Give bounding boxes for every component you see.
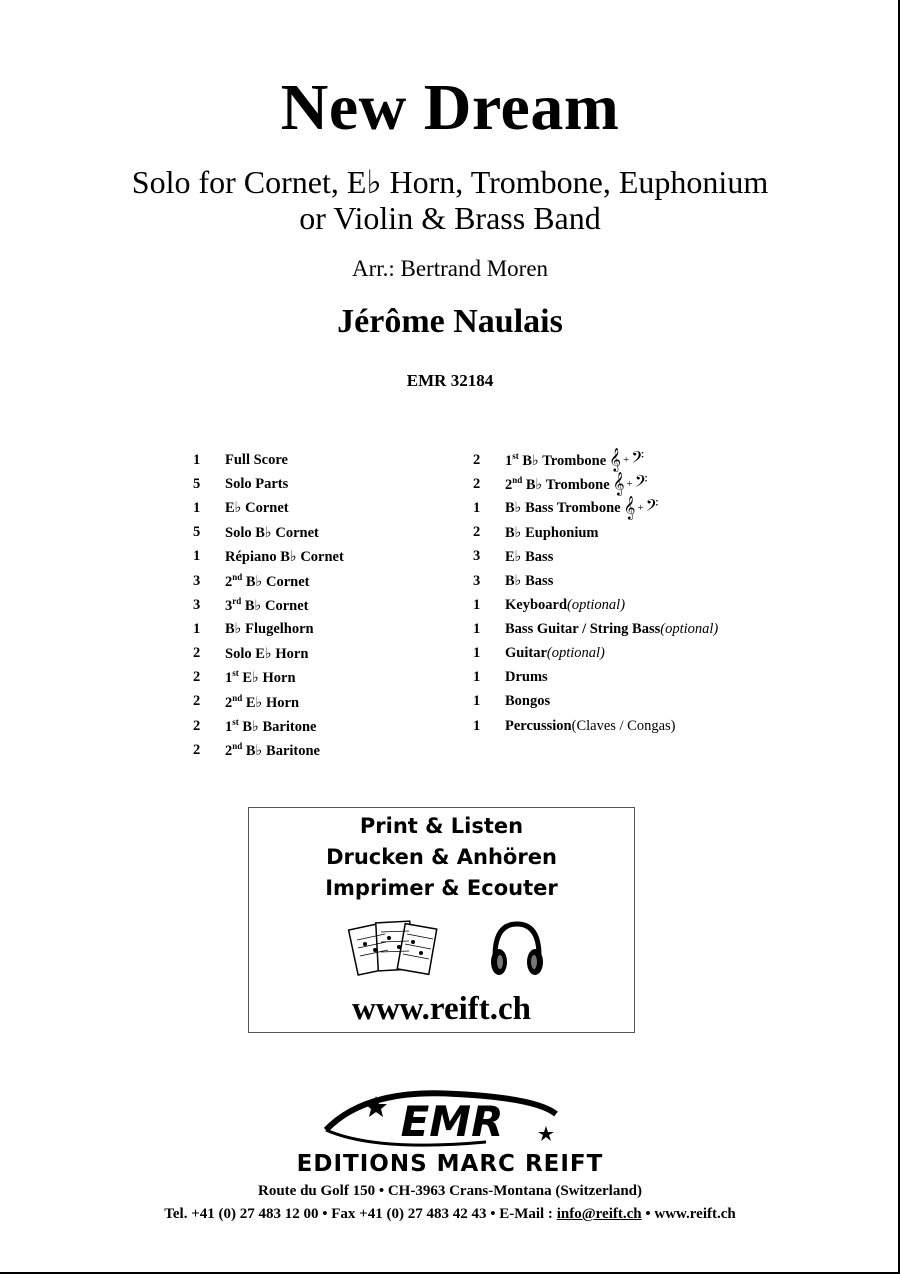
part-name: 1st B♭ Baritone xyxy=(225,716,317,735)
part-row xyxy=(473,521,718,545)
promo-website[interactable]: www.reift.ch xyxy=(351,991,532,1027)
part-row xyxy=(473,642,718,666)
part-row xyxy=(193,690,344,714)
part-row xyxy=(473,545,718,569)
catalog-number: EMR 32184 xyxy=(406,371,494,390)
part-quantity: 1 xyxy=(193,451,201,468)
part-quantity: 3 xyxy=(473,572,481,589)
part-quantity: 1 xyxy=(473,620,481,637)
clef-plus: + xyxy=(626,478,633,491)
promo-line-german: Drucken & Anhören xyxy=(326,845,557,869)
part-name: 1st E♭ Horn xyxy=(225,668,296,687)
part-row xyxy=(473,666,718,690)
part-quantity: 1 xyxy=(473,645,481,662)
sheet-music-icon xyxy=(347,916,439,982)
part-row xyxy=(193,642,344,666)
part-name: B♭ Euphonium xyxy=(505,524,599,541)
part-name: 2nd E♭ Horn xyxy=(225,692,300,711)
part-row xyxy=(193,593,344,617)
part-quantity: 2 xyxy=(193,645,201,662)
promo-line-french: Imprimer & Ecouter xyxy=(325,876,558,900)
clef-plus: + xyxy=(637,502,644,515)
part-quantity: 3 xyxy=(473,548,481,565)
part-row xyxy=(193,496,344,520)
subtitle-line-1: Solo for Cornet, E♭ Horn, Trombone, Euphonium xyxy=(131,164,769,200)
part-quantity: 2 xyxy=(193,693,201,710)
part-name: B♭ Bass xyxy=(505,573,554,590)
publisher-address: Route du Golf 150 • CH-3963 Crans-Montana (Switzerland) xyxy=(258,1183,642,1199)
part-row xyxy=(473,714,718,738)
treble-clef-icon: 𝄞 xyxy=(623,497,636,520)
part-row xyxy=(193,545,344,569)
part-detail: (Claves / Congas) xyxy=(571,717,676,734)
part-row xyxy=(193,738,344,762)
part-row xyxy=(473,496,718,520)
treble-clef-icon: 𝄞 xyxy=(612,473,625,496)
part-row xyxy=(473,569,718,593)
publisher-contact xyxy=(0,1206,900,1223)
clef-icons xyxy=(609,449,645,472)
part-quantity: 1 xyxy=(473,596,481,613)
part-name: B♭ Flugelhorn xyxy=(225,621,314,638)
part-name: Solo B♭ Cornet xyxy=(225,524,319,541)
arranger: Arr.: Bertrand Moren xyxy=(351,256,549,281)
part-row xyxy=(473,617,718,641)
part-row xyxy=(193,472,344,496)
part-quantity: 5 xyxy=(193,524,201,541)
part-quantity: 1 xyxy=(193,499,201,516)
part-name: E♭ Bass xyxy=(505,548,554,565)
part-row xyxy=(473,472,718,496)
part-row xyxy=(473,690,718,714)
part-optional-note: (optional) xyxy=(567,596,626,613)
part-name: Bongos xyxy=(505,693,551,710)
part-row xyxy=(193,448,344,472)
part-quantity: 1 xyxy=(193,548,201,565)
parts-list-right xyxy=(473,448,718,738)
bass-clef-icon: 𝄢 xyxy=(634,473,648,496)
promo-line-english: Print & Listen xyxy=(359,814,524,838)
part-name: B♭ Bass Trombone xyxy=(505,500,621,517)
part-name: Solo E♭ Horn xyxy=(225,645,309,662)
part-name: Répiano B♭ Cornet xyxy=(225,548,344,565)
part-name: Bass Guitar / String Bass xyxy=(505,620,661,637)
part-row xyxy=(193,714,344,738)
part-name: E♭ Cornet xyxy=(225,500,289,517)
part-optional-note: (optional) xyxy=(660,620,719,637)
emr-logo xyxy=(306,1090,596,1150)
headphones-icon xyxy=(487,918,547,980)
part-quantity: 1 xyxy=(473,499,481,516)
part-quantity: 2 xyxy=(193,741,201,758)
page-title: New Dream xyxy=(280,71,620,144)
print-listen-box xyxy=(248,807,635,1033)
part-name: 2nd B♭ Baritone xyxy=(225,740,320,759)
part-name: Guitar xyxy=(505,645,547,662)
part-quantity: 2 xyxy=(193,669,201,686)
logo-text: EMR xyxy=(400,1097,504,1146)
subtitle-line-2: or Violin & Brass Band xyxy=(299,200,601,236)
part-optional-note: (optional) xyxy=(546,645,605,662)
parts-list-left xyxy=(193,448,344,762)
publisher-name: EDITIONS MARC REIFT xyxy=(296,1151,604,1177)
part-quantity: 1 xyxy=(193,620,201,637)
part-quantity: 1 xyxy=(473,669,481,686)
part-name: Solo Parts xyxy=(225,475,289,492)
part-row xyxy=(193,521,344,545)
bass-clef-icon: 𝄢 xyxy=(631,449,645,472)
part-row xyxy=(193,617,344,641)
part-row xyxy=(473,593,718,617)
clef-icons xyxy=(623,497,659,520)
composer: Jérôme Naulais xyxy=(337,303,563,340)
contact-phone-fax: Tel. +41 (0) 27 483 12 00 • Fax +41 (0) 27 483 42 43 • E-Mail : xyxy=(164,1206,557,1222)
contact-website: • www.reift.ch xyxy=(641,1206,736,1222)
part-quantity: 2 xyxy=(473,475,481,492)
part-quantity: 1 xyxy=(473,693,481,710)
part-name: 2nd B♭ Cornet xyxy=(225,571,310,590)
part-quantity: 1 xyxy=(473,717,481,734)
part-name: Keyboard xyxy=(505,596,568,613)
treble-clef-icon: 𝄞 xyxy=(609,449,621,472)
contact-email-link[interactable]: info@reift.ch xyxy=(556,1206,642,1222)
part-row xyxy=(193,666,344,690)
part-quantity: 2 xyxy=(473,451,481,468)
clef-icons xyxy=(612,473,648,496)
part-name: Percussion xyxy=(505,717,572,734)
part-row xyxy=(193,569,344,593)
bass-clef-icon: 𝄢 xyxy=(645,497,659,520)
part-quantity: 3 xyxy=(193,596,201,613)
part-quantity: 2 xyxy=(193,717,201,734)
part-name: 3rd B♭ Cornet xyxy=(225,595,309,614)
part-quantity: 3 xyxy=(193,572,201,589)
part-row xyxy=(473,448,718,472)
part-name: Full Score xyxy=(225,451,288,468)
part-name: 2nd B♭ Trombone xyxy=(505,474,610,493)
part-quantity: 2 xyxy=(473,524,481,541)
part-quantity: 5 xyxy=(193,475,201,492)
part-name: Drums xyxy=(505,669,548,686)
part-name: 1st B♭ Trombone xyxy=(505,450,607,469)
clef-plus: + xyxy=(623,454,630,467)
